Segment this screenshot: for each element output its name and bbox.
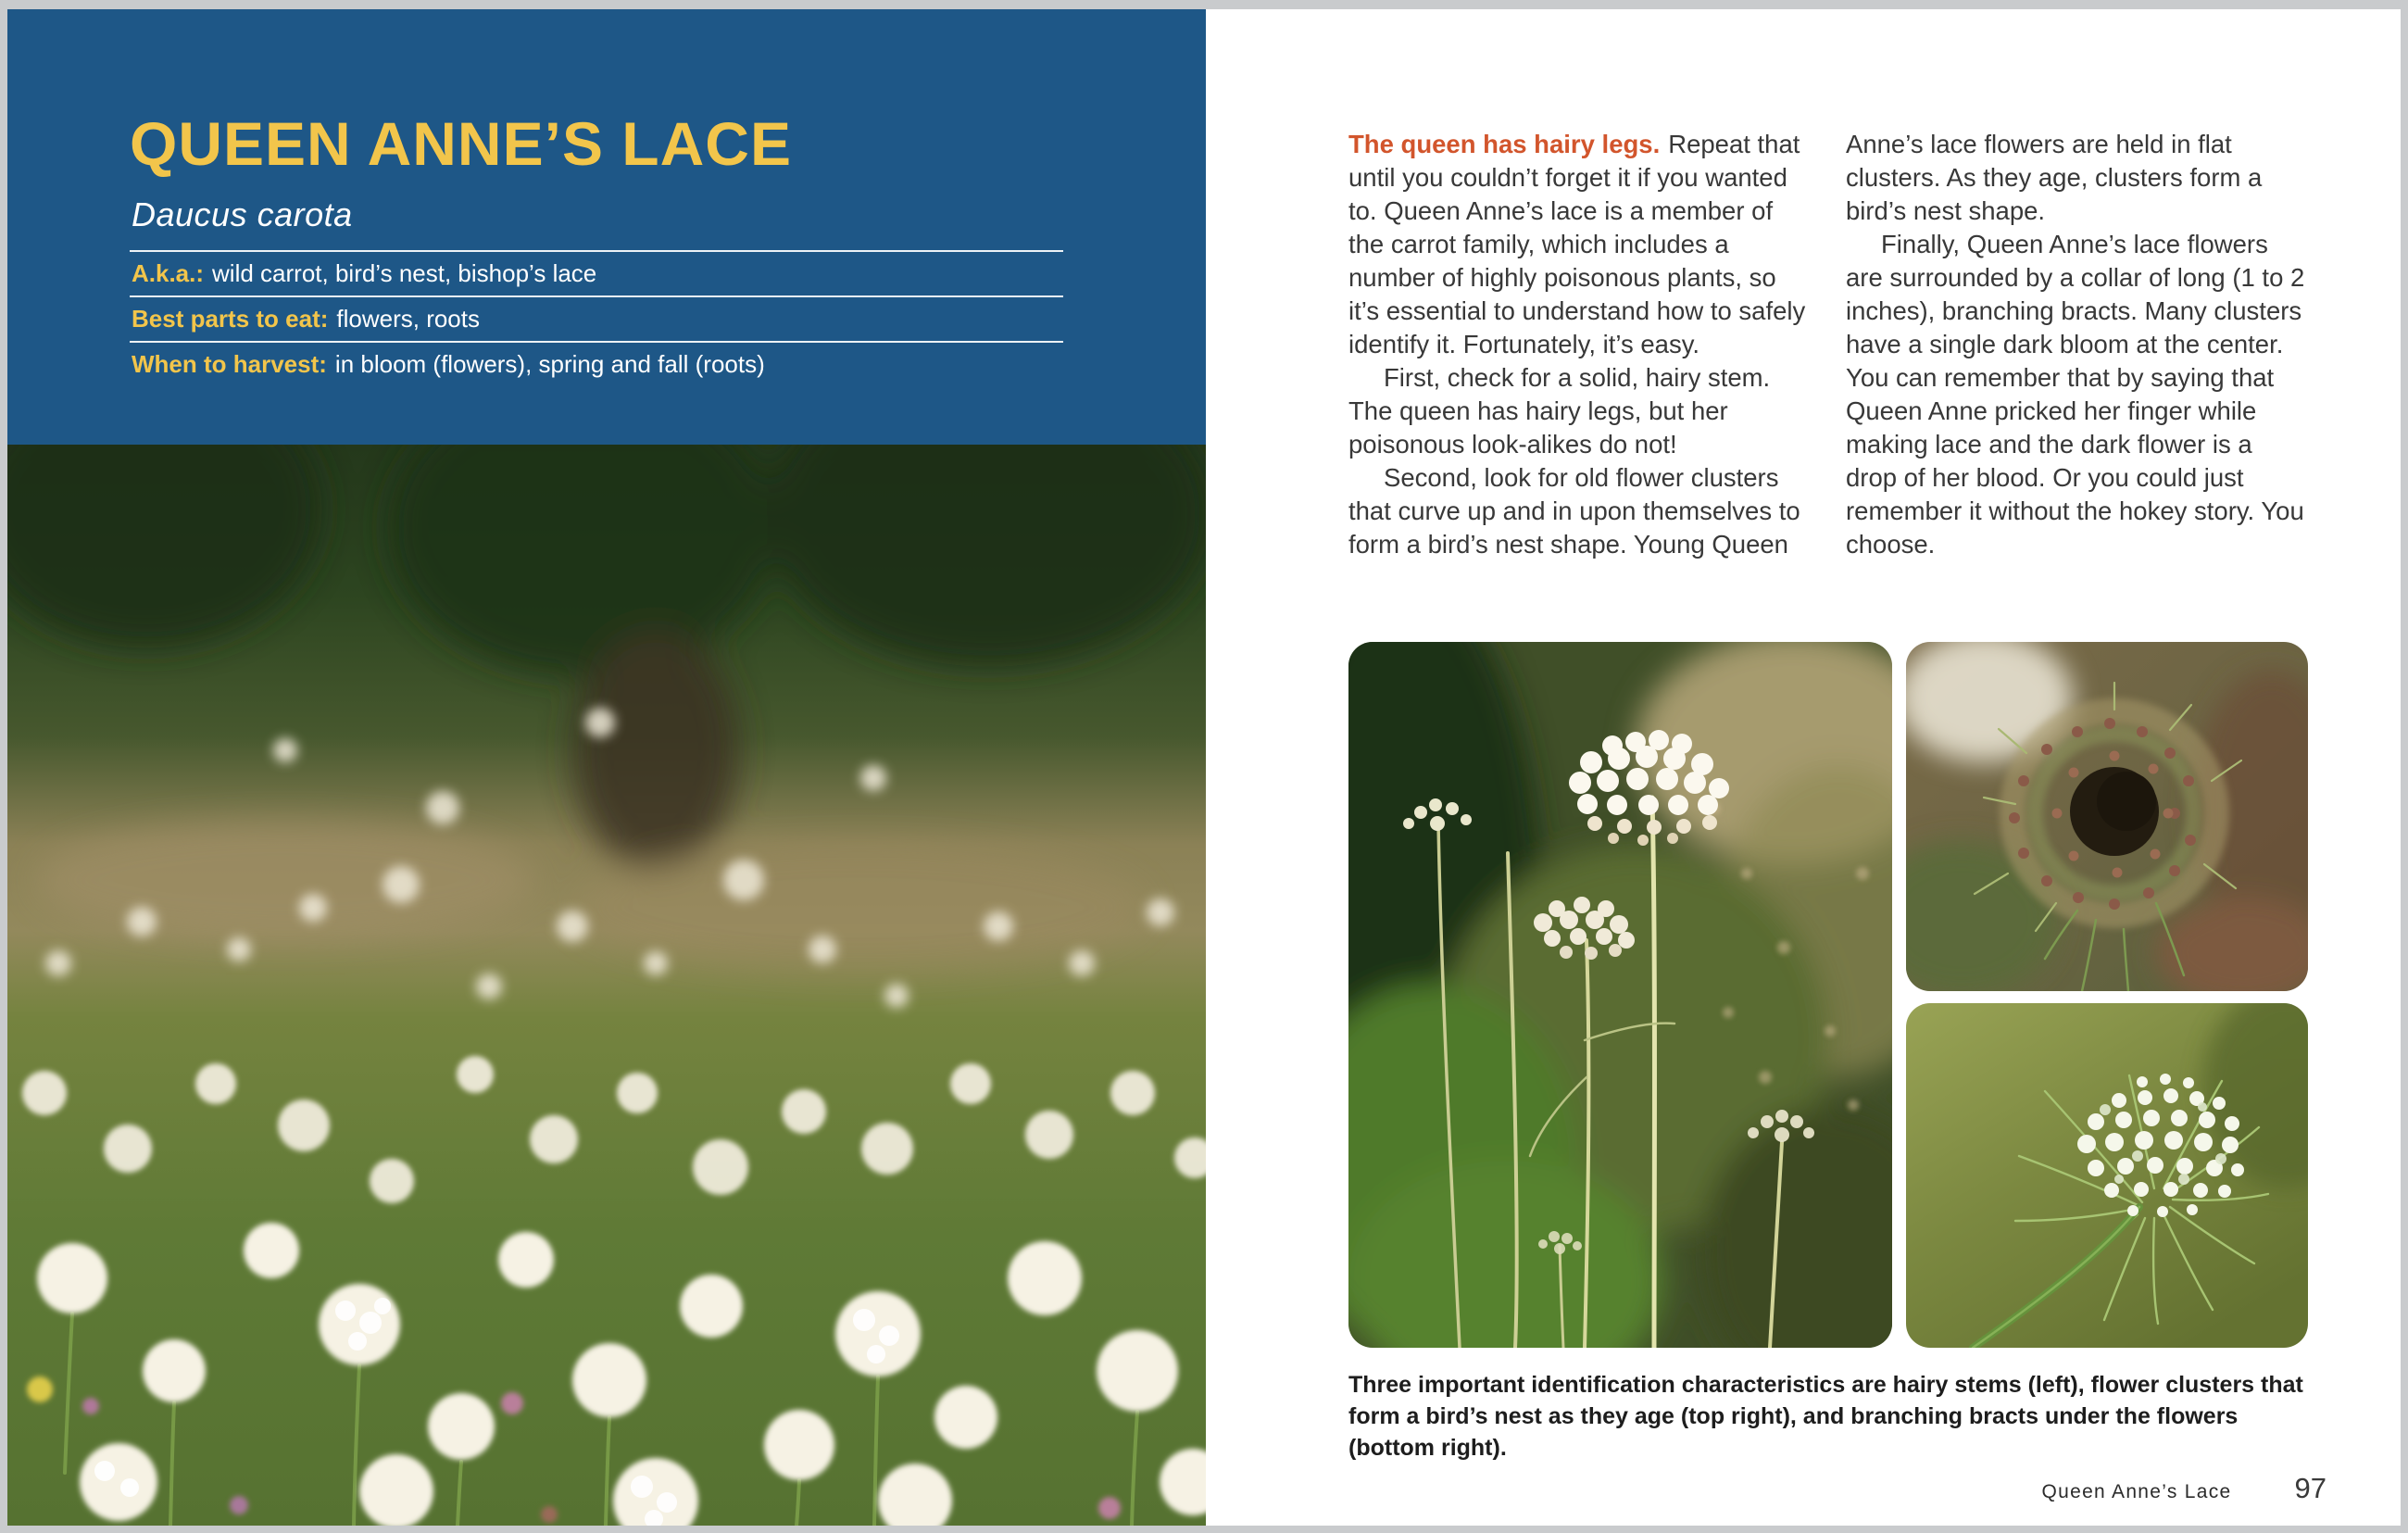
fact-value: wild carrot, bird’s nest, bishop’s lace — [212, 259, 597, 287]
side-photo-column — [1906, 642, 2308, 1348]
paragraph-third-check: Finally, Queen Anne’s lace flowers are surrounded by a collar of long (1 to 2 inches), branching bracts. Many clusters have a single dark bloom at the center. You can remember that by saying that Queen Anne pricked her finger while making lace and the dark flower is a drop of her blood. Or you could just remember it without the hokey story. You choose. — [1846, 230, 2305, 559]
field-meadow-illustration — [7, 445, 1206, 1526]
identification-photo-grid — [1348, 642, 2308, 1348]
fact-label: When to harvest: — [132, 350, 327, 378]
page-number: 97 — [2294, 1472, 2326, 1504]
paragraph-first-check: First, check for a solid, hairy stem. The queen has hairy legs, but her poisonous look-alikes do not! — [1348, 363, 1771, 459]
fact-list — [130, 250, 1063, 386]
scientific-name: Daucus carota — [132, 195, 353, 233]
species-header-panel — [7, 9, 1206, 445]
birds-nest-illustration — [1906, 642, 2308, 991]
branching-bracts-illustration — [1906, 1003, 2308, 1348]
hairy-stems-illustration — [1348, 642, 1892, 1348]
fact-value: flowers, roots — [336, 305, 480, 333]
paragraph-text: Repeat that until you couldn’t forget it if you wanted to. Queen Anne’s lace is a member of the carrot family, which includes a number of highly poisonous plants, so it’s essential to understand how to safely identify it. Fortunately, it’s easy. — [1348, 130, 1806, 358]
fact-value: in bloom (flowers), spring and fall (roots) — [334, 350, 765, 378]
body-text-columns — [1348, 128, 2308, 561]
running-title: Queen Anne’s Lace — [2041, 1481, 2232, 1502]
page-title: QUEEN ANNE’S LACE — [130, 109, 792, 178]
field-meadow-photo — [7, 445, 1206, 1526]
hairy-stems-photo — [1348, 642, 1892, 1348]
page-footer — [2041, 1472, 2326, 1505]
photo-caption: Three important identification characteristics are hairy stems (left), flower clusters that form a bird’s nest as they age (top right), and branching bracts under the flowers (bottom right). — [1348, 1372, 2303, 1461]
right-page — [1206, 9, 2401, 1526]
fact-row-harvest — [130, 341, 1063, 386]
birds-nest-cluster-photo — [1906, 642, 2308, 991]
paragraph-second-check: Second, look for old flower clusters that curve up and in upon themselves to form a bird’s nest shape. Young Queen Anne’s lace flowers are held in flat clusters. As they age, clusters form a bird’s nest shape. — [1348, 130, 2263, 559]
fact-row-aka — [130, 250, 1063, 295]
fact-row-best-parts — [130, 295, 1063, 341]
book-spread — [7, 9, 2401, 1526]
paragraph-intro — [1348, 128, 1811, 361]
fact-label: A.k.a.: — [132, 259, 205, 287]
branching-bracts-photo — [1906, 1003, 2308, 1348]
fact-label: Best parts to eat: — [132, 305, 329, 333]
left-page — [7, 9, 1206, 1526]
lead-in-phrase: The queen has hairy legs. — [1348, 130, 1661, 158]
